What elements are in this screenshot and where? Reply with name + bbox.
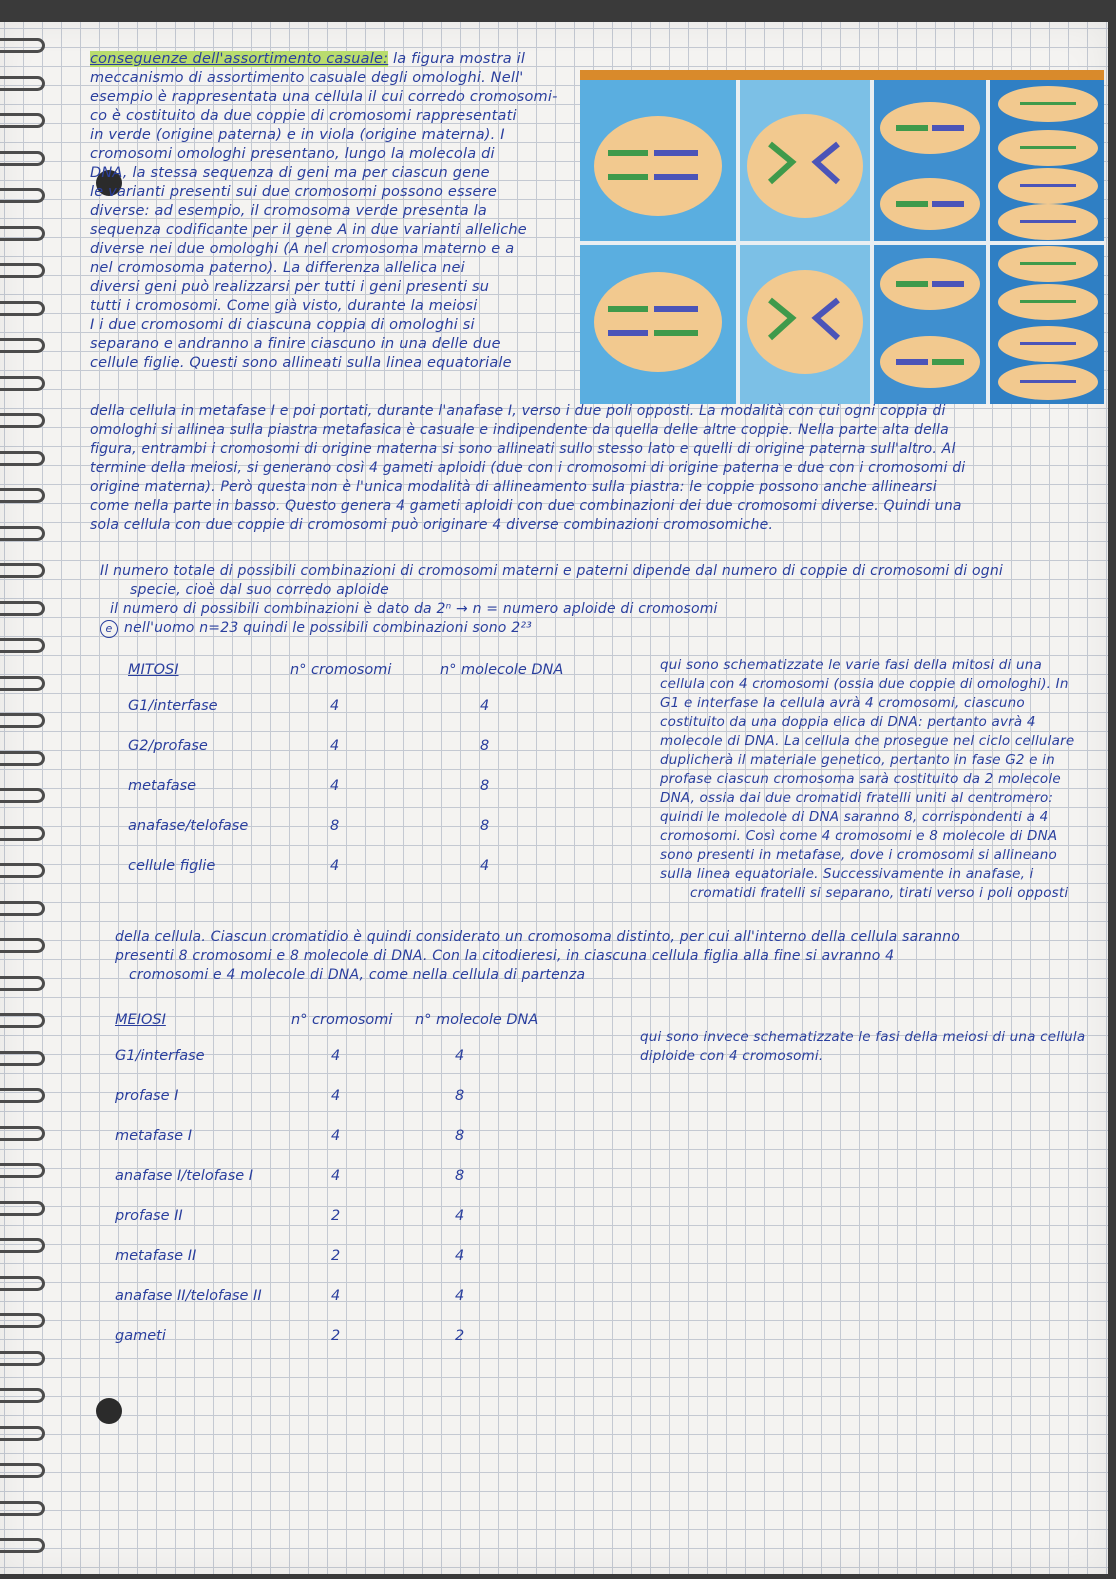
paragraph-line: esempio è rappresentata una cellula il cui corredo cromosomi- bbox=[90, 89, 558, 105]
spiral-ring bbox=[0, 261, 48, 275]
table-row-label: metafase I bbox=[115, 1128, 192, 1144]
table-cell: 2 bbox=[455, 1328, 465, 1344]
paragraph-line: cromosomi omologhi presentano, lungo la molecola di bbox=[90, 146, 495, 162]
mitosis-table bbox=[120, 662, 640, 902]
spiral-ring bbox=[0, 1461, 48, 1475]
table-header: MITOSI bbox=[128, 662, 179, 678]
spiral-ring bbox=[0, 749, 48, 763]
note-line: diploide con 4 cromosomi. bbox=[640, 1048, 824, 1064]
spiral-ring bbox=[0, 36, 48, 50]
table-cell: 4 bbox=[455, 1208, 465, 1224]
table-cell: 2 bbox=[331, 1208, 341, 1224]
note-line: costituito da una doppia elica di DNA: pertanto avrà 4 bbox=[660, 714, 1036, 730]
spiral-ring bbox=[0, 824, 48, 838]
table-cell: 8 bbox=[330, 818, 340, 834]
table-row-label: profase I bbox=[115, 1088, 179, 1104]
assortment-figure bbox=[580, 70, 1104, 404]
spiral-ring bbox=[0, 1536, 48, 1550]
paragraph-line: termine della meiosi, si generano così 4 gameti aploidi (due con i cromosomi di origine paterna e due con i cromosomi di bbox=[90, 460, 966, 476]
note-line: DNA, ossia dai due cromatidi fratelli uniti al centromero: bbox=[660, 790, 1054, 806]
paragraph-line: diverse nei due omologhi (A nel cromosoma materno e a bbox=[90, 241, 515, 257]
paragraph-line: I i due cromosomi di ciascuna coppia di omologhi si bbox=[90, 317, 475, 333]
paragraph-line: sequenza codificante per il gene A in due varianti alleliche bbox=[90, 222, 527, 238]
note-line: cromatidi fratelli si separano, tirati verso i poli opposti bbox=[690, 885, 1069, 901]
notebook-page bbox=[0, 22, 1108, 1574]
example-line bbox=[100, 619, 1100, 638]
spiral-ring bbox=[0, 1311, 48, 1325]
table-cell: 8 bbox=[455, 1168, 465, 1184]
meiosis-table bbox=[115, 1012, 645, 1372]
table-cell: 4 bbox=[330, 698, 340, 714]
spiral-ring bbox=[0, 1424, 48, 1438]
table-row-label: anafase II/telofase II bbox=[115, 1288, 262, 1304]
spiral-ring bbox=[0, 561, 48, 575]
note-line: presenti 8 cromosomi e 8 molecole di DNA. Con la citodieresi, in ciascuna cellula figlia alla fine si avranno 4 bbox=[115, 948, 895, 964]
table-row-label: metafase II bbox=[115, 1248, 197, 1264]
spiral-ring bbox=[0, 1236, 48, 1250]
table-row-label: G1/interfase bbox=[115, 1048, 205, 1064]
paragraph-line: la figura mostra il bbox=[388, 51, 526, 67]
paragraph-line: Il numero totale di possibili combinazioni di cromosomi materni e paterni dipende dal numero di coppie di cromosomi di ogni bbox=[100, 563, 1004, 579]
spiral-ring bbox=[0, 524, 48, 538]
cell bbox=[594, 116, 722, 216]
spiral-ring bbox=[0, 186, 48, 200]
note-line: cromosomi e 4 molecole di DNA, come nella cellula di partenza bbox=[129, 967, 586, 983]
spiral-ring bbox=[0, 1011, 48, 1025]
note-line: della cellula. Ciascun cromatidio è quindi considerato un cromosoma distinto, per cui all'interno della cellula saranno bbox=[115, 929, 961, 945]
table-row-label: gameti bbox=[115, 1328, 166, 1344]
table-header: n° cromosomi bbox=[290, 662, 392, 678]
table-row-label: anafase/telofase bbox=[128, 818, 249, 834]
cell bbox=[747, 270, 863, 374]
table-row-label: G1/interfase bbox=[128, 698, 218, 714]
paragraph-line: della cellula in metafase I e poi portati, durante l'anafase I, verso i due poli opposti. La modalità con cui ogni coppia di bbox=[90, 403, 946, 419]
note-line: cromosomi. Così come 4 cromosomi e 8 molecole di DNA bbox=[660, 828, 1058, 844]
table-header: n° molecole DNA bbox=[440, 662, 564, 678]
paragraph-line: separano e andranno a finire ciascuno in una delle due bbox=[90, 336, 501, 352]
table-cell: 4 bbox=[331, 1048, 341, 1064]
spiral-ring bbox=[0, 674, 48, 688]
table-cell: 4 bbox=[331, 1088, 341, 1104]
table-cell: 4 bbox=[331, 1288, 341, 1304]
table-cell: 4 bbox=[455, 1248, 465, 1264]
table-row-label: profase II bbox=[115, 1208, 183, 1224]
section-title: conseguenze dell'assortimento casuale: bbox=[90, 51, 389, 67]
paragraph-line: cellule figlie. Questi sono allineati sulla linea equatoriale bbox=[90, 355, 512, 371]
note-line: G1 e interfase la cellula avrà 4 cromosomi, ciascuno bbox=[660, 695, 1025, 711]
table-cell: 2 bbox=[331, 1248, 341, 1264]
punch-hole bbox=[96, 1398, 122, 1424]
assortment-paragraph bbox=[90, 50, 578, 373]
spiral-ring bbox=[0, 1086, 48, 1100]
spiral-ring bbox=[0, 411, 48, 425]
paragraph-first-line bbox=[90, 50, 578, 69]
table-row-label: metafase bbox=[128, 778, 197, 794]
spiral-ring bbox=[0, 336, 48, 350]
table-cell: 4 bbox=[331, 1128, 341, 1144]
note-line: qui sono schematizzate le varie fasi della mitosi di una bbox=[660, 657, 1042, 673]
cell bbox=[880, 102, 980, 154]
spiral-ring bbox=[0, 224, 48, 238]
table-cell: 4 bbox=[480, 858, 490, 874]
paragraph-line: sola cellula con due coppie di cromosomi può originare 4 diverse combinazioni cromosomiche. bbox=[90, 517, 774, 533]
table-header: n° molecole DNA bbox=[415, 1012, 539, 1028]
spiral-ring bbox=[0, 1124, 48, 1138]
note-line: quindi le molecole di DNA saranno 8, corrispondenti a 4 bbox=[660, 809, 1049, 825]
spiral-ring bbox=[0, 974, 48, 988]
spiral-ring bbox=[0, 1349, 48, 1363]
mitosis-note bbox=[660, 656, 1100, 903]
table-cell: 8 bbox=[480, 778, 490, 794]
note-line: duplicherà il materiale genetico, pertanto in fase G2 e in bbox=[660, 752, 1055, 768]
table-header: MEIOSI bbox=[115, 1012, 166, 1028]
spiral-ring bbox=[0, 1161, 48, 1175]
spiral-ring bbox=[0, 1049, 48, 1063]
table-cell: 4 bbox=[480, 698, 490, 714]
spiral-ring bbox=[0, 1274, 48, 1288]
table-cell: 8 bbox=[455, 1128, 465, 1144]
paragraph-line: co è costituito da due coppie di cromosomi rappresentati bbox=[90, 108, 517, 124]
paragraph-line: meccanismo di assortimento casuale degli omologhi. Nell' bbox=[90, 70, 524, 86]
paragraph-line: come nella parte in basso. Questo genera 4 gameti aploidi con due combinazioni dei due cromosomi diverse. Quindi una bbox=[90, 498, 962, 514]
table-cell: 8 bbox=[480, 818, 490, 834]
spiral-ring bbox=[0, 449, 48, 463]
paragraph-line: origine materna). Però questa non è l'unica modalità di allineamento sulla piastra: le coppie possono anche allinearsi bbox=[90, 479, 937, 495]
table-cell: 4 bbox=[330, 858, 340, 874]
table-cell: 4 bbox=[330, 778, 340, 794]
spiral-ring bbox=[0, 374, 48, 388]
cell bbox=[880, 178, 980, 230]
cell bbox=[880, 258, 980, 310]
cell bbox=[594, 272, 722, 372]
table-cell: 8 bbox=[480, 738, 490, 754]
paragraph-line: le varianti presenti sui due cromosomi possono essere bbox=[90, 184, 497, 200]
table-row-label: G2/profase bbox=[128, 738, 208, 754]
figure-drawing bbox=[580, 70, 1104, 404]
table-cell: 4 bbox=[455, 1048, 465, 1064]
spiral-ring bbox=[0, 1386, 48, 1400]
note-line: qui sono invece schematizzate le fasi della meiosi di una cellula bbox=[640, 1029, 1086, 1045]
paragraph-line: in verde (origine paterna) e in viola (origine materna). I bbox=[90, 127, 505, 143]
spiral-ring bbox=[0, 599, 48, 613]
table-cell: 4 bbox=[455, 1288, 465, 1304]
paragraph-line: il numero di possibili combinazioni è dato da 2ⁿ → n = numero aploide di cromosomi bbox=[110, 601, 718, 617]
spiral-ring bbox=[0, 74, 48, 88]
paragraph-line: tutti i cromosomi. Come già visto, durante la meiosi bbox=[90, 298, 478, 314]
paragraph-line: diverse: ad esempio, il cromosoma verde presenta la bbox=[90, 203, 487, 219]
paragraph-line: DNA, la stessa sequenza di geni ma per ciascun gene bbox=[90, 165, 490, 181]
table-cell: 4 bbox=[330, 738, 340, 754]
table-cell: 2 bbox=[331, 1328, 341, 1344]
spiral-ring bbox=[0, 1199, 48, 1213]
table-cell: 8 bbox=[455, 1088, 465, 1104]
paragraph-line: omologhi si allinea sulla piastra metafasica è casuale e indipendente da quella delle altre coppie. Nella parte alta della bbox=[90, 422, 949, 438]
example-circle-icon: e bbox=[100, 620, 118, 638]
assortment-paragraph-continued bbox=[90, 402, 1100, 535]
spiral-ring bbox=[0, 486, 48, 500]
note-line: molecole di DNA. La cellula che prosegue nel ciclo cellulare bbox=[660, 733, 1075, 749]
table-cell: 4 bbox=[331, 1168, 341, 1184]
cell bbox=[880, 336, 980, 388]
cell bbox=[747, 114, 863, 218]
combinations-paragraph bbox=[100, 562, 1100, 638]
paragraph-line: specie, cioè dal suo corredo aploide bbox=[130, 582, 389, 598]
note-line: sulla linea equatoriale. Successivamente in anafase, i bbox=[660, 866, 1034, 882]
note-line: profase ciascun cromosoma sarà costituito da 2 molecole bbox=[660, 771, 1061, 787]
meiosis-note bbox=[640, 1028, 1105, 1066]
note-line: cellula con 4 cromosomi (ossia due coppie di omologhi). In bbox=[660, 676, 1069, 692]
table-row-label: cellule figlie bbox=[128, 858, 216, 874]
spiral-ring bbox=[0, 711, 48, 725]
spiral-ring bbox=[0, 786, 48, 800]
mitosis-note-continued bbox=[115, 928, 1100, 985]
spiral-ring bbox=[0, 936, 48, 950]
spiral-ring bbox=[0, 149, 48, 163]
spiral-ring bbox=[0, 299, 48, 313]
paragraph-line: nell'uomo n=23 quindi le possibili combinazioni sono 2²³ bbox=[124, 620, 532, 636]
spiral-ring bbox=[0, 861, 48, 875]
paragraph-line: nel cromosoma paterno). La differenza allelica nei bbox=[90, 260, 465, 276]
spiral-ring bbox=[0, 636, 48, 650]
note-line: sono presenti in metafase, dove i cromosomi si allineano bbox=[660, 847, 1057, 863]
paragraph-line: diversi geni può realizzarsi per tutti i geni presenti su bbox=[90, 279, 490, 295]
spiral-ring bbox=[0, 111, 48, 125]
paragraph-line: figura, entrambi i cromosomi di origine materna si sono allineati sullo stesso lato e quelli di origine paterna sull'altro. Al bbox=[90, 441, 956, 457]
spiral-ring bbox=[0, 1499, 48, 1513]
table-header: n° cromosomi bbox=[291, 1012, 393, 1028]
spiral-ring bbox=[0, 899, 48, 913]
table-row-label: anafase I/telofase I bbox=[115, 1168, 254, 1184]
